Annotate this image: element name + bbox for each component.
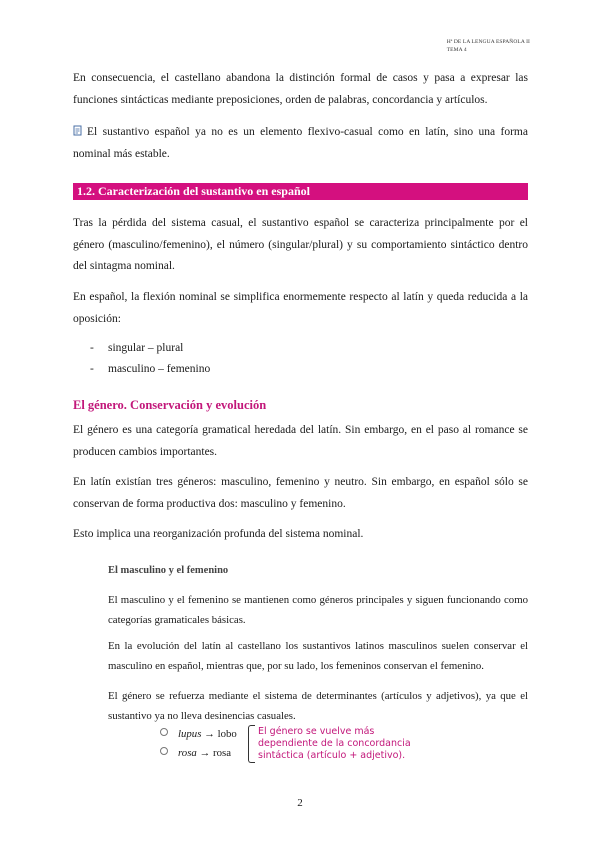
list-item: - singular – plural	[90, 338, 210, 359]
section-banner: 1.2. Caracterización del sustantivo en español	[73, 183, 528, 200]
header-line-1: Hª DE LA LENGUA ESPAÑOLA II	[446, 39, 530, 45]
arrow: →	[204, 728, 215, 740]
spanish-word: rosa	[213, 747, 232, 759]
annotation-line: El género se vuelve más	[258, 726, 375, 737]
paragraph-flexion: En español, la flexión nominal se simplifica enormemente respecto al latín y queda reducida a la oposición:	[73, 291, 528, 325]
paragraph-determiners: El género se refuerza mediante el sistema de determinantes (artículos y adjetivos), ya que el sustantivo ya no lleva desinencias casuales.	[108, 690, 528, 722]
list-item: - masculino – femenino	[90, 359, 210, 380]
opposition-list	[90, 338, 210, 380]
handwritten-annotation	[258, 726, 411, 762]
spanish-word: lobo	[217, 728, 237, 740]
note-paragraph	[73, 122, 528, 165]
example-row	[160, 725, 237, 743]
paragraph-characterization: Tras la pérdida del sistema casual, el sustantivo español se caracteriza principalmente por el género (masculino/femenino), el número (singular/plural) y su comportamiento sintáctico dentro del sintagma nominal.	[73, 217, 528, 272]
subheading-gender: El género. Conservación y evolución	[73, 398, 267, 412]
latin-word: lupus	[178, 728, 202, 740]
brace-icon	[248, 725, 255, 763]
header-line-2: TEMA 4	[446, 47, 467, 53]
note-icon	[73, 123, 83, 134]
paragraph-reorganization: Esto implica una reorganización profunda del sistema nominal.	[73, 528, 364, 540]
annotation-line: sintáctica (artículo + adjetivo).	[258, 750, 406, 761]
paragraph-three-genders: En latín existían tres géneros: masculino, femenino y neutro. Sin embargo, en español sólo se conservan de forma productiva dos: masculino y femenino.	[73, 476, 528, 510]
annotation-line: dependiente de la concordancia	[258, 738, 411, 749]
paragraph-masc-fem: El masculino y el femenino se mantienen como géneros principales y siguen funcionando como categorías gramaticales básicas.	[108, 594, 528, 626]
running-header	[447, 38, 530, 54]
example-row	[160, 744, 231, 762]
paragraph-consequence: En consecuencia, el castellano abandona la distinción formal de casos y pasa a expresar las funciones sintácticas mediante preposiciones, orden de palabras, concordancia y artículos.	[73, 72, 528, 106]
note-text: El sustantivo español ya no es un elemento flexivo-casual como en latín, sino una forma nominal más estable.	[73, 126, 528, 160]
latin-word: rosa	[178, 747, 197, 759]
paragraph-evolution: En la evolución del latín al castellano los sustantivos latinos masculinos suelen conservar el masculino en español, mientras que, por su lado, los femeninos conservan el femenino.	[108, 640, 528, 672]
page-number: 2	[297, 797, 303, 809]
arrow: →	[199, 747, 211, 759]
indented-heading: El masculino y el femenino	[108, 565, 229, 576]
bullet-circle-icon	[160, 728, 168, 736]
paragraph-gender-category: El género es una categoría gramatical heredada del latín. Sin embargo, en el paso al romance se producen cambios importantes.	[73, 424, 528, 458]
bullet-circle-icon	[160, 747, 168, 755]
